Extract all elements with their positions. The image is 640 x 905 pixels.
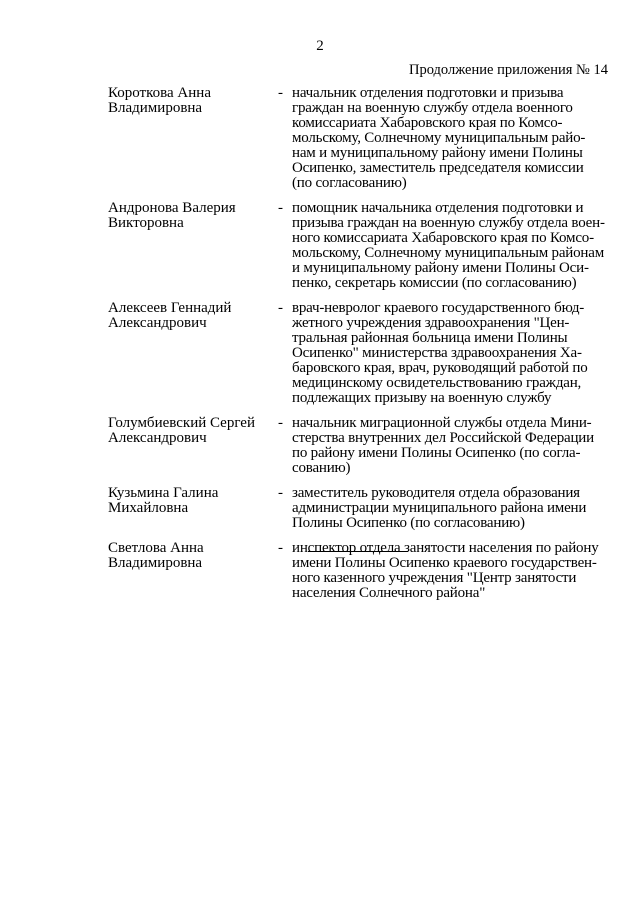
member-dash: - xyxy=(278,85,283,101)
member-dash: - xyxy=(278,415,283,431)
member-entry xyxy=(108,541,606,601)
member-name: Алексеев Геннадий Александрович xyxy=(108,300,232,331)
member-position: начальник отделения подготовки и призыва граждан на военную службу отдела военного комиссариата Хабаровского края по Комсо- мольскому, Солнечному муниципальным райо- нам и муниципальному району имени Полины Осипенко, заместитель председателя комиссии (по согласованию) xyxy=(292,85,586,191)
member-dash: - xyxy=(278,485,283,501)
member-entry xyxy=(108,201,606,291)
member-name: Короткова Анна Владимировна xyxy=(108,85,211,116)
end-separator-line xyxy=(308,551,408,552)
member-name: Андронова Валерия Викторовна xyxy=(108,200,236,231)
member-position: инспектор отдела занятости населения по району имени Полины Осипенко краевого государствен- ного казенного учреждения "Центр занятости населения Солнечного района" xyxy=(292,540,599,601)
member-position: начальник миграционной службы отдела Мини- стерства внутренних дел Российской Федерации по району имени Полины Осипенко (по согла- сованию) xyxy=(292,415,594,476)
member-dash: - xyxy=(278,200,283,216)
member-entry xyxy=(108,416,606,476)
member-position: заместитель руководителя отдела образования администрации муниципального района имени Полины Осипенко (по согласованию) xyxy=(292,485,587,531)
member-position: врач-невролог краевого государственного бюд- жетного учреждения здравоохранения "Цен- тральная районная больница имени Полины Осипенко" министерства здравоохранения Ха- баровского края, врач, руководящий работой по медицинскому освидетельствованию граждан, подлежащих призыву на военную службу xyxy=(292,300,588,406)
member-dash: - xyxy=(278,300,283,316)
member-entry xyxy=(108,486,606,531)
member-name: Светлова Анна Владимировна xyxy=(108,540,204,571)
member-position: помощник начальника отделения подготовки и призыва граждан на военную службу отдела воен- ного комиссариата Хабаровского края по Комсо- мольскому, Солнечному муниципальным районам и муниципальному району имени Полины Оси- пенко, секретарь комиссии (по согласованию) xyxy=(292,200,605,291)
member-name: Голумбиевский Сергей Александрович xyxy=(108,415,255,446)
member-entry xyxy=(108,86,606,191)
page-number: 2 xyxy=(316,38,324,54)
commission-members-list xyxy=(108,86,606,611)
member-dash: - xyxy=(278,540,283,556)
member-entry xyxy=(108,301,606,406)
member-name: Кузьмина Галина Михайловна xyxy=(108,485,219,516)
appendix-continuation-label: Продолжение приложения № 14 xyxy=(409,62,608,78)
